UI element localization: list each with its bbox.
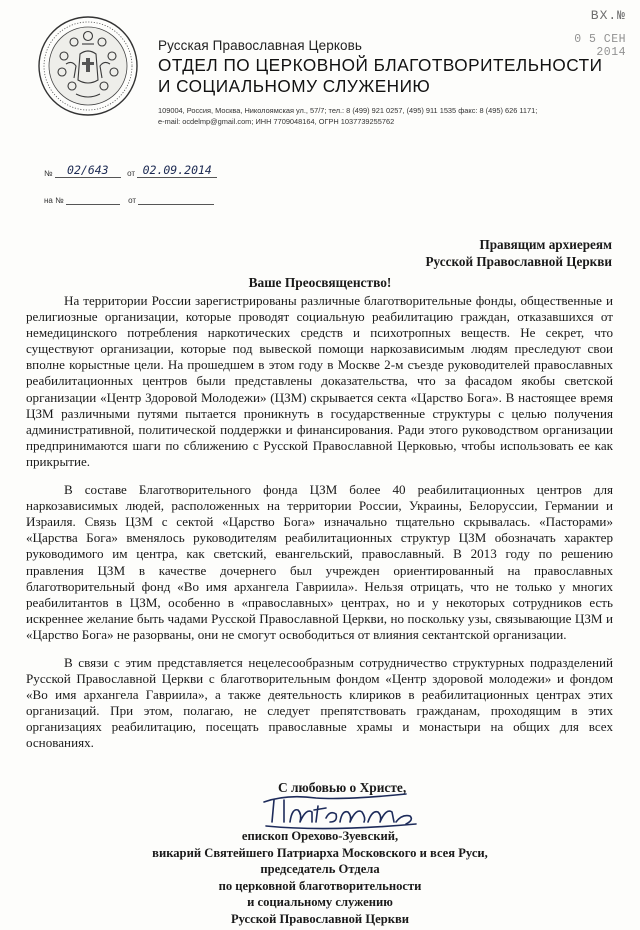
department-name-line1: ОТДЕЛ ПО ЦЕРКОВНОЙ БЛАГОТВОРИТЕЛЬНОСТИ	[158, 55, 603, 75]
signer-block	[0, 828, 640, 928]
stamp-label: ВХ.№	[590, 8, 626, 23]
incoming-stamp	[540, 8, 626, 59]
recipient-block	[426, 237, 613, 270]
ref-number-label: №	[44, 169, 53, 178]
signer-line: и социальному служению	[247, 895, 393, 910]
reply-number-label: на №	[44, 196, 64, 205]
ref-date-value: 02.09.2014	[137, 164, 217, 178]
church-name: Русская Православная Церковь	[158, 38, 363, 53]
reply-date-blank	[138, 194, 214, 205]
signer-line: по церковной благотворительности	[218, 878, 422, 893]
recipient-line: Правящим архиереям	[479, 237, 612, 252]
body-paragraph: В составе Благотворительного фонда ЦЗМ более 40 реабилитационных центров для наркозависимых людей, расположенных на территории России, Украины, Белоруссии, Германии и Израиля. Связь ЦЗМ с сектой «Царство Бога» изначально тщательно скрывалась. «Пасторами» «Царства Бога» вменялось руководителям реабилитационных структур ЦЗМ обозначать характер руководимого им центра, как светский, евангельский, православный. В 2013 году по решению правления ЦЗМ в качестве дочернего был учрежден ориентированный на православных благотворительный фонд «Во имя архангела Гавриила». Нельзя отрицать, что не только у многих реабилитантов в ЦЗМ, особенно в «православных» центрах, но и у некоторых сотрудников есть искреннее желание быть чадами Русской Православной Церкви, но поскольку узы, связывающие ЦЗМ и «Царство Бога» не разорваны, они не смогут освободиться от влияния сектантской организации.	[26, 482, 613, 642]
contacts-registration: e-mail: ocdelmp@gmail.com; ИНН 7709048164, ОГРН 1037739255762	[158, 117, 395, 126]
signer-line: викарий Святейшего Патриарха Московского и всея Руси,	[152, 845, 488, 860]
signer-line: председатель Отдела	[260, 862, 380, 877]
stamp-date: 0 5 СЕН 2014	[574, 33, 626, 59]
body-paragraph: На территории России зарегистрированы различные благотворительные фонды, общественные и религиозные организации, которые проводят социальную реабилитацию граждан, отказавшихся от немедицинского потребления наркотических средств и психотропных веществ. Не секрет, что существуют организации, которые под вывеской помощи наркозависимым людям преследуют свои вполне корыстные цели. На прошедшем в этом году в Москве 2-м съезде руководителей православных реабилитационных центров были представлены доказательства, что за фасадом якобы светской организации «Центр Здоровой Молодежи» (ЦЗМ) скрывается секта «Царство Бога». В настоящее время ЦЗМ различными путями пытается проникнуть в государственные структуры с целью получения административной, политической поддержки и финансирования. Ради этого руководством организации предпринимаются шаги по сближению с Русской Православной Церковью, чтобы использовать ее как прикрытие.	[26, 293, 613, 469]
letter-body	[26, 293, 613, 764]
reply-number-blank	[66, 194, 120, 205]
body-paragraph: В связи с этим представляется нецелесообразным сотрудничество структурных подразделений Русской Православной Церкви с благотворительным фондом «Центр здоровой молодежи» и фондом «Во имя архангела Гавриила», а также деятельность клириков в реабилитационных центрах этих организаций. При этом, полагаю, не следует препятствовать гражданам, проходящим в этих организациях реабилитацию, посещать православные храмы и монастыри на общих для всех основаниях.	[26, 654, 613, 751]
church-emblem-icon	[36, 14, 140, 118]
department-name-line2: И СОЦИАЛЬНОМУ СЛУЖЕНИЮ	[158, 76, 431, 96]
reply-date-label: от	[128, 196, 137, 205]
recipient-line: Русской Православной Церкви	[425, 253, 612, 269]
outgoing-reference	[44, 164, 217, 178]
contacts-address: 109004, Россия, Москва, Николоямская ул., 57/7; тел.: 8 (499) 921 0257, (495) 911 1535 факс: 8 (495) 626 1171;	[158, 106, 538, 115]
ref-number-value: 02/643	[55, 164, 121, 178]
salutation: Ваше Преосвященство!	[248, 275, 392, 290]
reply-reference	[44, 194, 214, 205]
signer-line: епископ Орехово-Зуевский,	[241, 829, 399, 843]
signer-line: Русской Православной Церкви	[230, 911, 410, 926]
closing-phrase: С любовью о Христе,	[278, 780, 407, 795]
ref-date-label: от	[127, 169, 135, 178]
